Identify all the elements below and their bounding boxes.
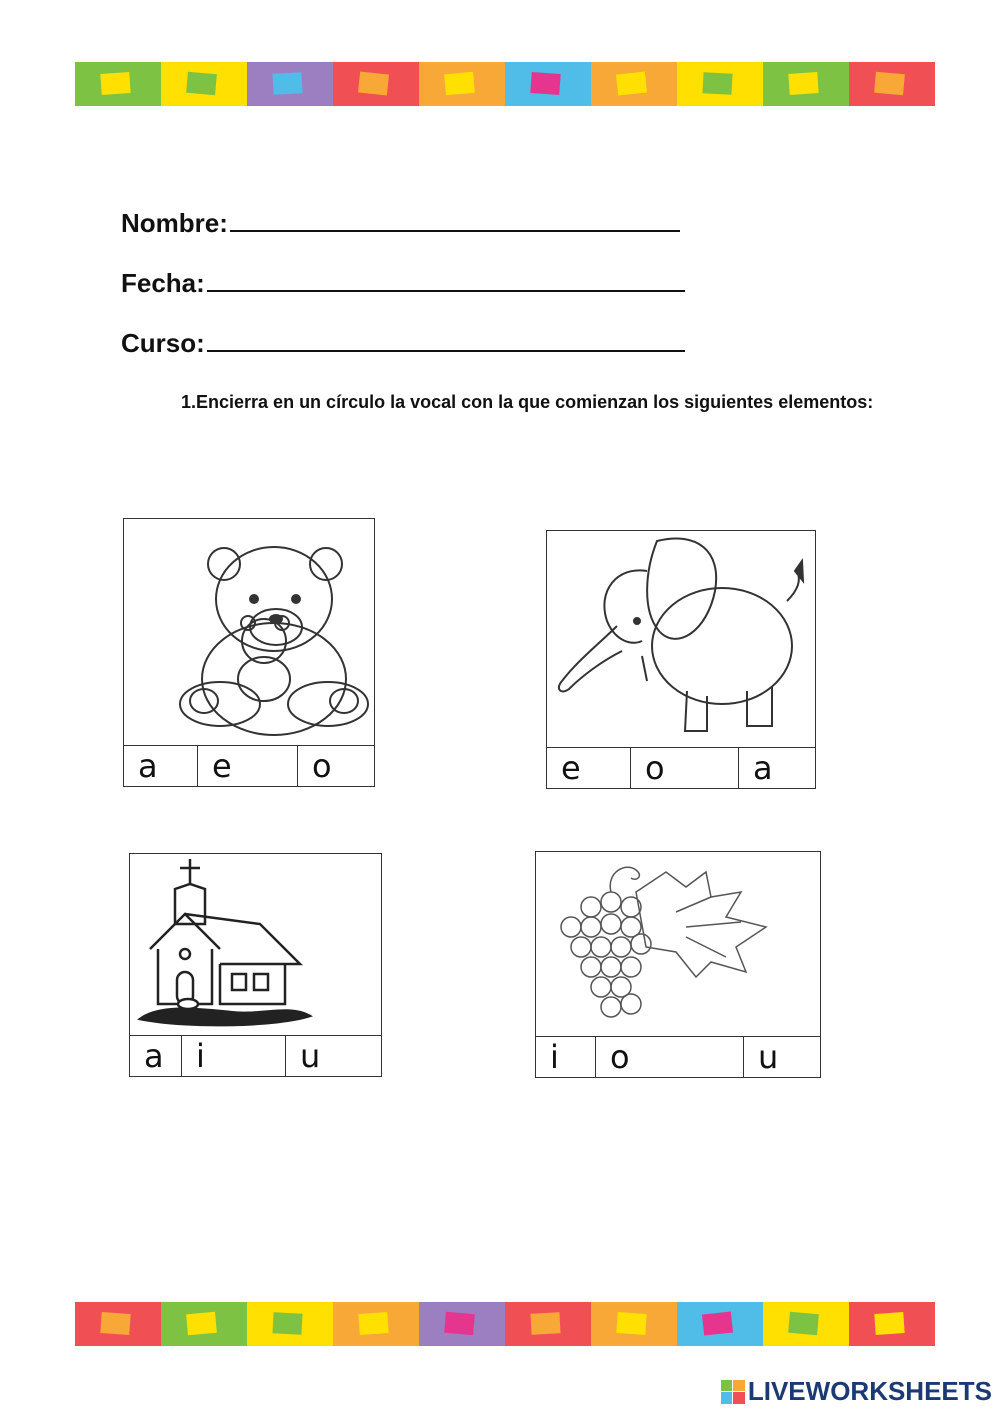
name-field[interactable] bbox=[121, 208, 680, 239]
course-underline[interactable] bbox=[207, 328, 685, 352]
vowel-options-church bbox=[130, 1035, 381, 1077]
vowel-option[interactable]: e bbox=[198, 746, 298, 786]
top-decorative-border bbox=[75, 62, 935, 106]
vowel-option[interactable]: a bbox=[130, 1036, 182, 1076]
vowel-option[interactable]: o bbox=[631, 748, 739, 788]
vowel-options-grapes bbox=[536, 1036, 820, 1078]
date-label: Fecha: bbox=[121, 268, 205, 298]
date-field[interactable] bbox=[121, 268, 685, 299]
vowel-option[interactable]: i bbox=[536, 1037, 596, 1077]
name-label: Nombre: bbox=[121, 208, 228, 238]
vowel-option[interactable]: o bbox=[312, 747, 332, 785]
course-field[interactable] bbox=[121, 328, 685, 359]
vowel-option[interactable]: a bbox=[124, 746, 198, 786]
vowel-options-teddy-bear bbox=[124, 745, 374, 787]
liveworksheets-logo-icon bbox=[721, 1380, 745, 1404]
vowel-option[interactable]: a bbox=[753, 749, 773, 787]
vowel-option[interactable]: u bbox=[758, 1038, 779, 1076]
teddy-bear-image bbox=[124, 519, 374, 743]
course-label: Curso: bbox=[121, 328, 205, 358]
brand-name: LIVEWORKSHEETS bbox=[747, 1376, 992, 1406]
bottom-decorative-border bbox=[75, 1302, 935, 1346]
vowel-option[interactable]: o bbox=[596, 1037, 744, 1077]
instruction-text: 1.Encierra en un círculo la vocal con la que comienzan los siguientes elementos: bbox=[181, 392, 874, 412]
vowel-options-elephant bbox=[547, 747, 815, 789]
card-elephant bbox=[546, 530, 816, 789]
elephant-image bbox=[547, 531, 815, 743]
church-image bbox=[130, 854, 381, 1032]
vowel-option[interactable]: i bbox=[182, 1036, 286, 1076]
grapes-image bbox=[536, 852, 820, 1033]
card-church bbox=[129, 853, 382, 1077]
vowel-option[interactable]: u bbox=[300, 1037, 321, 1075]
card-grapes bbox=[535, 851, 821, 1078]
name-underline[interactable] bbox=[230, 208, 680, 232]
date-underline[interactable] bbox=[207, 268, 685, 292]
footer-brand[interactable] bbox=[721, 1376, 992, 1407]
card-teddy-bear bbox=[123, 518, 375, 787]
vowel-option[interactable]: e bbox=[547, 748, 631, 788]
